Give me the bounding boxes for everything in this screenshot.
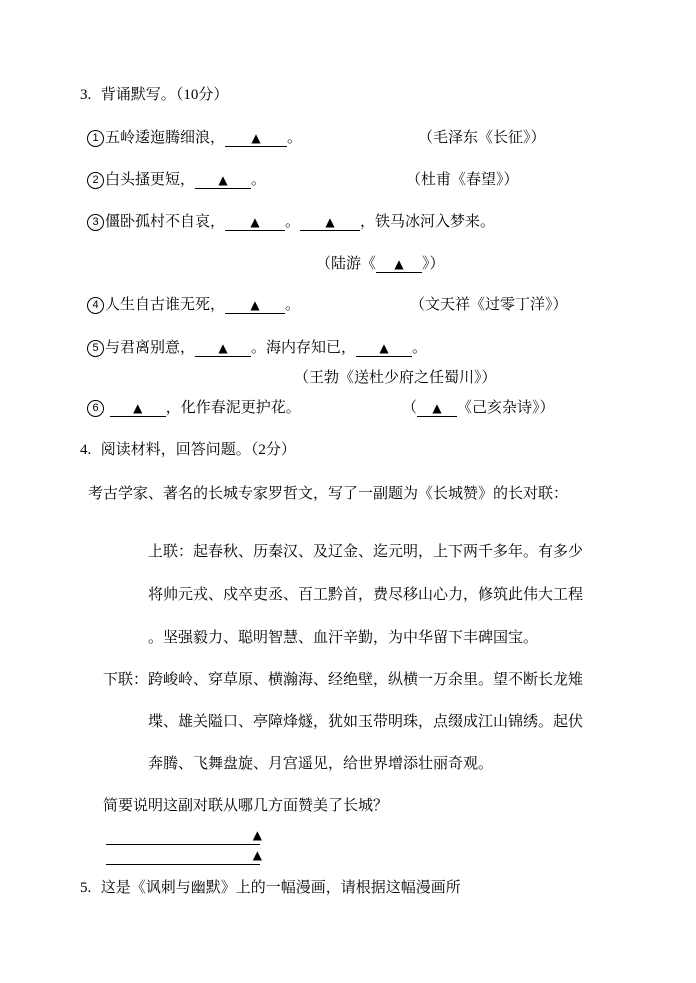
item-text: 人生自古谁无死， bbox=[105, 295, 226, 313]
item-text: 。 bbox=[287, 128, 303, 146]
q4-header bbox=[80, 439, 296, 460]
answer-blank[interactable] bbox=[376, 255, 422, 273]
answer-blank[interactable] bbox=[300, 213, 360, 231]
q5-number: 5. bbox=[80, 880, 92, 896]
triangle-marker-icon: ▲ bbox=[432, 401, 442, 415]
circle-number-3: 3 bbox=[87, 214, 104, 231]
upper-couplet-line-1 bbox=[148, 541, 583, 561]
q3-item-4-source: （文天祥《过零丁洋》） bbox=[410, 295, 568, 313]
answer-line-2[interactable] bbox=[106, 847, 260, 865]
triangle-marker-icon: ▲ bbox=[218, 173, 228, 187]
item-text: 。海内存知已， bbox=[251, 338, 357, 356]
triangle-marker-icon: ▲ bbox=[252, 828, 262, 842]
couplet-text: 起春秋、历秦汉、及辽金、迄元明，上下两千多年。有多少 bbox=[193, 542, 584, 560]
q3-title: 背诵默写。 bbox=[100, 85, 176, 103]
answer-blank[interactable] bbox=[195, 339, 251, 357]
triangle-marker-icon: ▲ bbox=[133, 401, 143, 415]
q4-question: 简要说明这副对联从哪几方面赞美了长城？ bbox=[103, 796, 389, 814]
couplet-text: 跨峻岭、穿草原、横瀚海、经绝壁，纵横一万余里。望不断长龙雉 bbox=[148, 670, 584, 688]
item-text: 僵卧孤村不自哀， bbox=[105, 212, 226, 230]
source-text: 》） bbox=[422, 254, 445, 272]
lower-couplet-line-2: 堞、雄关隘口、亭障烽燧，犹如玉带明珠，点缀成江山锦绣。起伏 bbox=[148, 712, 584, 730]
q3-item-6 bbox=[87, 397, 301, 417]
answer-blank[interactable] bbox=[110, 399, 166, 417]
answer-blank[interactable] bbox=[225, 296, 285, 314]
upper-couplet-label: 上联： bbox=[148, 542, 194, 560]
q5 bbox=[80, 877, 461, 898]
item-text: 。 bbox=[412, 338, 428, 356]
upper-couplet-line-3: 。坚强毅力、聪明智慧、血汗辛勤，为中华留下丰碑国宝。 bbox=[148, 628, 539, 646]
answer-blank[interactable] bbox=[195, 171, 251, 189]
q3-item-2-source: （杜甫《春望》） bbox=[406, 170, 519, 188]
lower-couplet-line-1 bbox=[103, 669, 583, 689]
circle-number-6: 6 bbox=[87, 400, 104, 417]
answer-blank[interactable] bbox=[356, 339, 412, 357]
q3-item-6-source bbox=[402, 397, 555, 417]
triangle-marker-icon: ▲ bbox=[251, 131, 261, 145]
item-text: 。 bbox=[285, 212, 301, 230]
circle-number-4: 4 bbox=[87, 297, 104, 314]
item-text: 白头搔更短， bbox=[105, 170, 196, 188]
q3-item-2 bbox=[87, 169, 266, 189]
q3-score: （10分） bbox=[175, 87, 229, 103]
q4-number: 4. bbox=[80, 442, 92, 458]
q3-item-5 bbox=[87, 337, 427, 357]
answer-blank[interactable] bbox=[225, 213, 285, 231]
q5-text: 这是《讽刺与幽默》上的一幅漫画，请根据这幅漫画所 bbox=[100, 878, 461, 896]
q3-item-4 bbox=[87, 294, 300, 314]
source-text: （陆游《 bbox=[316, 254, 377, 272]
lower-couplet-label: 下联： bbox=[103, 670, 149, 688]
answer-blank[interactable] bbox=[225, 129, 287, 147]
triangle-marker-icon: ▲ bbox=[379, 341, 389, 355]
source-text: 《己亥杂诗》） bbox=[457, 398, 555, 416]
q3-header bbox=[80, 84, 228, 105]
upper-couplet-line-2: 将帅元戎、戍卒吏丞、百工黔首，费尽移山心力，修筑此伟大工程 bbox=[148, 585, 584, 603]
item-text: 与君离别意， bbox=[105, 338, 196, 356]
q3-item-3-source bbox=[316, 253, 445, 273]
source-text: （ bbox=[402, 398, 418, 416]
circle-number-1: 1 bbox=[87, 130, 104, 147]
answer-line-1[interactable] bbox=[106, 827, 260, 845]
circle-number-5: 5 bbox=[87, 340, 104, 357]
triangle-marker-icon: ▲ bbox=[394, 257, 404, 271]
item-text: 。 bbox=[251, 170, 267, 188]
q3-item-1-source: （毛泽东《长征》） bbox=[418, 128, 546, 146]
triangle-marker-icon: ▲ bbox=[218, 341, 228, 355]
item-text: 。 bbox=[285, 295, 301, 313]
triangle-marker-icon: ▲ bbox=[325, 215, 335, 229]
q3-number: 3. bbox=[80, 87, 92, 103]
lower-couplet-line-3: 奔腾、飞舞盘旋、月宫遥见，给世界增添壮丽奇观。 bbox=[148, 754, 494, 772]
item-text: 五岭逶迤腾细浪， bbox=[105, 128, 226, 146]
q3-item-3 bbox=[87, 211, 495, 231]
answer-blank[interactable] bbox=[417, 399, 457, 417]
triangle-marker-icon: ▲ bbox=[250, 215, 260, 229]
circle-number-2: 2 bbox=[87, 172, 104, 189]
q4-intro: 考古学家、著名的长城专家罗哲文，写了一副题为《长城赞》的长对联： bbox=[88, 484, 569, 502]
item-text: ，铁马冰河入梦来。 bbox=[360, 212, 496, 230]
q4-title: 阅读材料，回答问题。 bbox=[100, 440, 251, 458]
triangle-marker-icon: ▲ bbox=[250, 298, 260, 312]
q3-item-1 bbox=[87, 127, 302, 147]
q3-item-5-source: （王勃《送杜少府之任蜀川》） bbox=[294, 368, 497, 386]
triangle-marker-icon: ▲ bbox=[252, 848, 262, 862]
q4-score: （2分） bbox=[250, 442, 296, 458]
item-text: ，化作春泥更护花。 bbox=[165, 398, 301, 416]
